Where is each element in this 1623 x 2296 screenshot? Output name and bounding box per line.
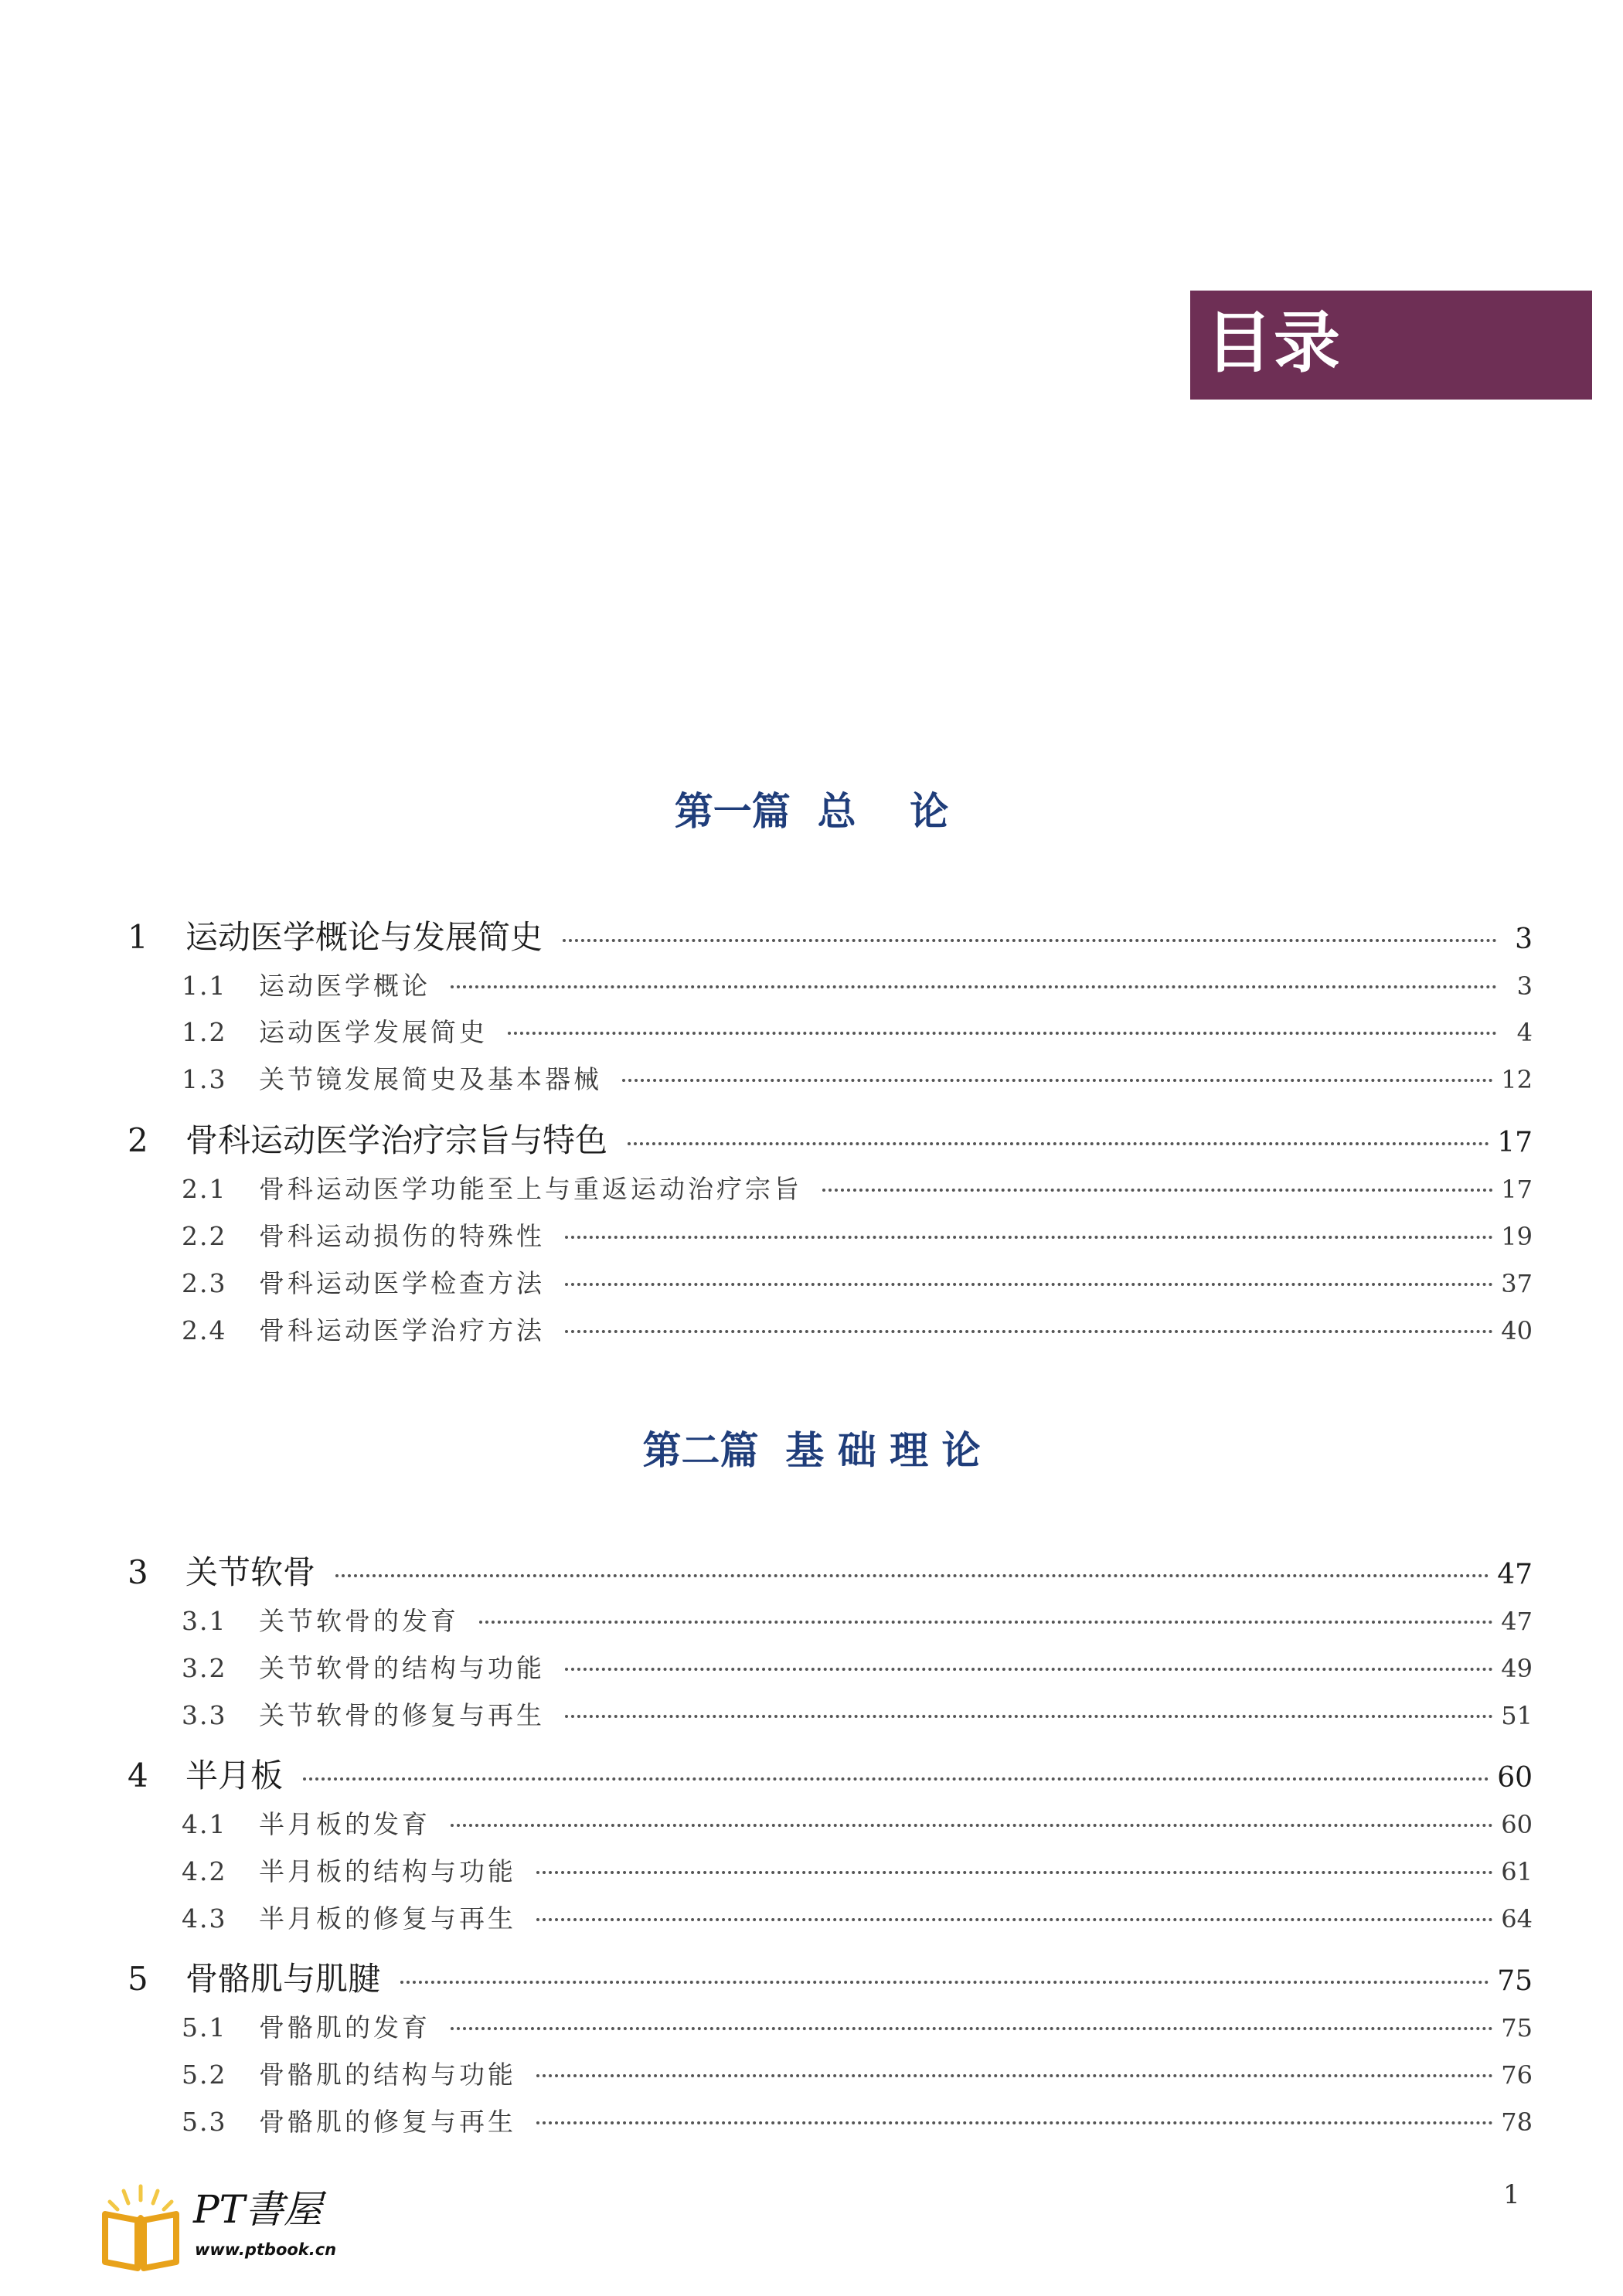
section-page-number: 3 (1516, 971, 1533, 1001)
toc-chapter-entry[interactable] (128, 1547, 1533, 1597)
dot-leader (536, 2074, 1493, 2077)
section-title: 半月板的修复与再生 (259, 1903, 516, 1934)
dot-leader (303, 1777, 1489, 1781)
section-title: 关节软骨的发育 (259, 1606, 459, 1636)
section-title: 关节软骨的修复与再生 (259, 1700, 545, 1730)
dot-leader (451, 1824, 1493, 1827)
chapter-number: 2 (128, 1121, 148, 1159)
section-title: 骨骼肌的结构与功能 (259, 2060, 516, 2090)
dot-leader (479, 1621, 1493, 1624)
part-heading: 第一篇 总 论 (674, 788, 949, 834)
toc-chapter-entry[interactable] (128, 912, 1533, 961)
chapter-page-number: 47 (1497, 1559, 1533, 1590)
section-number: 5.2 (182, 2060, 227, 2090)
chapter-number: 1 (128, 918, 148, 956)
chapter-page-number: 60 (1497, 1762, 1533, 1794)
dot-leader (335, 1574, 1489, 1577)
section-title: 关节软骨的结构与功能 (259, 1653, 545, 1683)
section-page-number: 19 (1501, 1222, 1533, 1251)
chapter-number: 5 (128, 1960, 148, 1998)
toc-section-entry[interactable] (128, 1899, 1533, 1941)
section-title: 骨科运动损伤的特殊性 (259, 1221, 545, 1251)
section-title: 运动医学概论 (259, 971, 430, 1001)
toc-chapter-entry[interactable] (128, 1750, 1533, 1800)
section-title: 半月板的发育 (259, 1809, 430, 1839)
section-number: 1.1 (182, 971, 227, 1001)
dot-leader (628, 1142, 1489, 1145)
section-number: 3.3 (182, 1700, 227, 1730)
section-number: 5.1 (182, 2012, 227, 2043)
chapter-title: 关节软骨 (185, 1553, 316, 1591)
toc-section-entry[interactable] (128, 1648, 1533, 1690)
section-page-number: 12 (1501, 1065, 1533, 1094)
toc-section-entry[interactable] (128, 1311, 1533, 1352)
section-page-number: 64 (1501, 1904, 1533, 1934)
dot-leader (451, 985, 1497, 988)
section-number: 4.2 (182, 1856, 227, 1886)
dot-leader (536, 1918, 1493, 1921)
section-page-number: 76 (1501, 2060, 1533, 2090)
chapter-title: 骨骼肌与肌腱 (185, 1960, 381, 1998)
chapter-number: 3 (128, 1553, 148, 1591)
section-number: 3.2 (182, 1653, 227, 1683)
dot-leader (565, 1330, 1493, 1333)
dot-leader (563, 939, 1497, 942)
section-number: 5.3 (182, 2107, 227, 2137)
toc-section-entry[interactable] (128, 966, 1533, 1008)
section-number: 2.4 (182, 1315, 227, 1345)
toc-section-entry[interactable] (128, 1696, 1533, 1737)
logo-brand-text: PT書屋 (193, 2187, 322, 2232)
dot-leader (565, 1236, 1493, 1239)
section-page-number: 78 (1501, 2107, 1533, 2137)
section-title: 关节镜发展简史及基本器械 (259, 1064, 602, 1094)
section-title: 骨科运动医学检查方法 (259, 1268, 545, 1298)
chapter-title: 半月板 (185, 1757, 284, 1794)
section-title: 骨科运动医学功能至上与重返运动治疗宗旨 (259, 1174, 802, 1204)
toc-section-entry[interactable] (128, 1804, 1533, 1846)
toc-section-entry[interactable] (128, 1060, 1533, 1101)
section-title: 运动医学发展简史 (259, 1017, 488, 1047)
section-number: 1.3 (182, 1064, 227, 1094)
toc-title: 目录 (1206, 304, 1342, 382)
section-number: 2.2 (182, 1221, 227, 1251)
section-number: 4.1 (182, 1809, 227, 1839)
toc-section-entry[interactable] (128, 2102, 1533, 2144)
toc-chapter-entry[interactable] (128, 1954, 1533, 2003)
section-page-number: 49 (1501, 1654, 1533, 1683)
toc-section-entry[interactable] (128, 1264, 1533, 1305)
toc-section-entry[interactable] (128, 1601, 1533, 1643)
chapter-page-number: 17 (1497, 1127, 1533, 1158)
dot-leader (400, 1981, 1489, 1984)
footer-logo[interactable] (94, 2182, 357, 2274)
section-page-number: 47 (1501, 1607, 1533, 1636)
section-title: 骨骼肌的修复与再生 (259, 2107, 516, 2137)
dot-leader (565, 1283, 1493, 1286)
section-number: 3.1 (182, 1606, 227, 1636)
section-page-number: 40 (1501, 1316, 1533, 1345)
section-number: 4.3 (182, 1903, 227, 1934)
section-number: 1.2 (182, 1017, 227, 1047)
dot-leader (565, 1715, 1493, 1718)
dot-leader (565, 1668, 1493, 1671)
page-number: 1 (1503, 2179, 1520, 2210)
logo-site-url: www.ptbook.cn (195, 2240, 337, 2259)
open-book-logo-icon (94, 2182, 187, 2274)
toc-section-entry[interactable] (128, 2055, 1533, 2097)
toc-chapter-entry[interactable] (128, 1115, 1533, 1165)
toc-section-entry[interactable] (128, 1012, 1533, 1054)
section-page-number: 61 (1501, 1857, 1533, 1886)
chapter-title: 骨科运动医学治疗宗旨与特色 (185, 1121, 608, 1159)
section-page-number: 37 (1501, 1269, 1533, 1298)
section-title: 骨科运动医学治疗方法 (259, 1315, 545, 1345)
part-heading: 第二篇 基 础 理 论 (642, 1427, 981, 1473)
section-number: 2.3 (182, 1268, 227, 1298)
chapter-page-number: 3 (1515, 924, 1533, 955)
dot-leader (622, 1079, 1493, 1082)
section-page-number: 75 (1501, 2013, 1533, 2043)
section-number: 2.1 (182, 1174, 227, 1204)
dot-leader (508, 1032, 1497, 1035)
section-page-number: 4 (1516, 1018, 1533, 1047)
section-title: 半月板的结构与功能 (259, 1856, 516, 1886)
dot-leader (536, 1871, 1493, 1874)
chapter-number: 4 (128, 1757, 148, 1794)
section-page-number: 60 (1501, 1810, 1533, 1839)
section-page-number: 51 (1501, 1701, 1533, 1730)
toc-section-entry[interactable] (128, 1216, 1533, 1258)
section-title: 骨骼肌的发育 (259, 2012, 430, 2043)
dot-leader (822, 1189, 1493, 1192)
toc-section-entry[interactable] (128, 2008, 1533, 2049)
dot-leader (451, 2027, 1493, 2030)
dot-leader (536, 2121, 1493, 2124)
chapter-page-number: 75 (1497, 1965, 1533, 1997)
toc-section-entry[interactable] (128, 1169, 1533, 1211)
toc-section-entry[interactable] (128, 1852, 1533, 1893)
toc-title-banner (1190, 291, 1592, 400)
section-page-number: 17 (1501, 1175, 1533, 1204)
chapter-title: 运动医学概论与发展简史 (185, 918, 543, 956)
